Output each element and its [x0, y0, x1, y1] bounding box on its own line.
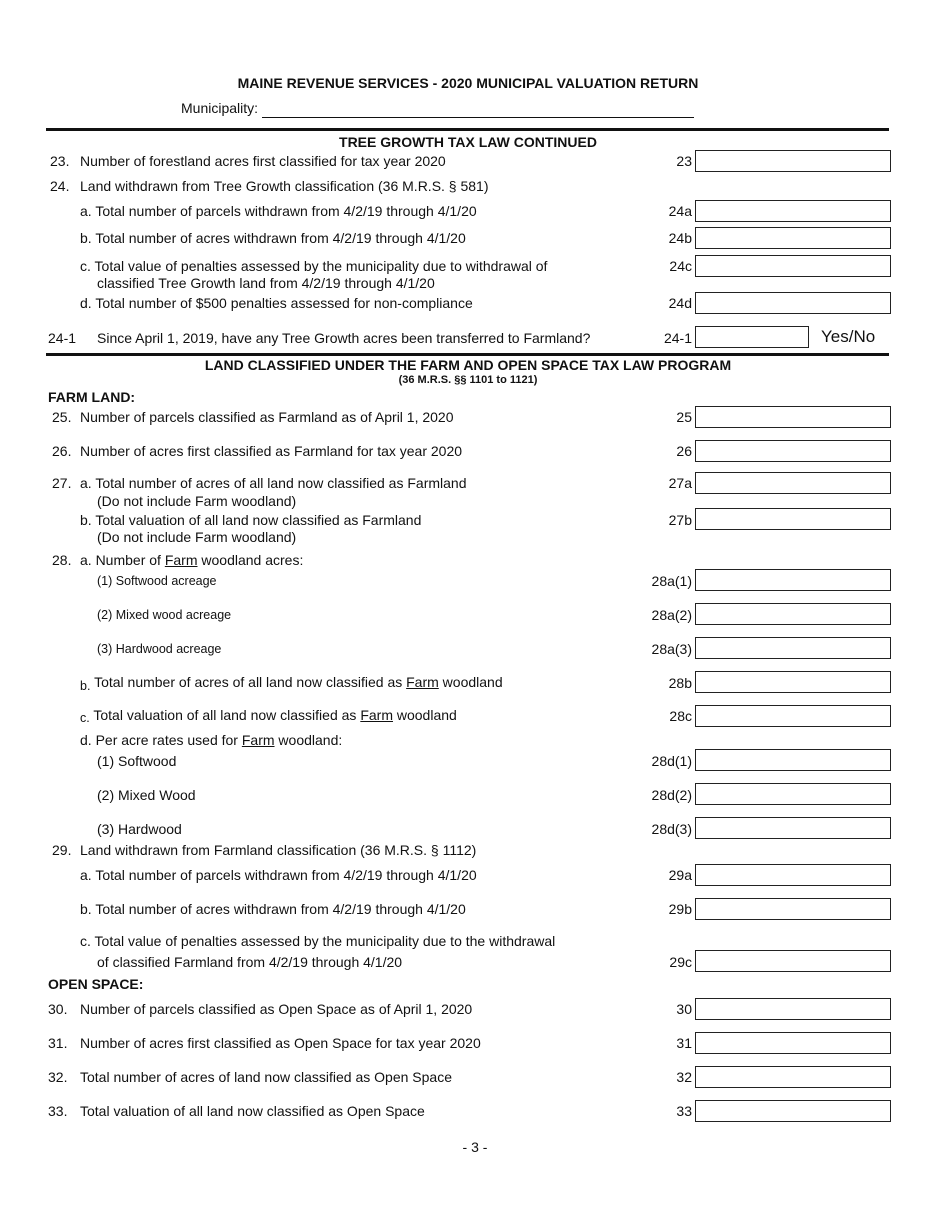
line-28d1-input[interactable] — [695, 749, 891, 771]
line-28a3-label: (3) Hardwood acreage — [97, 642, 222, 656]
line-27a-input[interactable] — [695, 472, 891, 494]
line-31-label: Number of acres first classified as Open Space for tax year 2020 — [80, 1035, 481, 1051]
line-28d-heading: d. Per acre rates used for Farm woodland: — [80, 732, 343, 748]
line-24b-input[interactable] — [695, 227, 891, 249]
line-28a3-code: 28a(3) — [651, 641, 692, 657]
line-27a-label-2: (Do not include Farm woodland) — [97, 493, 297, 509]
line-29a-input[interactable] — [695, 864, 891, 886]
yes-no-label: Yes/No — [821, 327, 876, 346]
line-28d3-input[interactable] — [695, 817, 891, 839]
line-29c-code: 29c — [669, 954, 692, 970]
line-29c-input[interactable] — [695, 950, 891, 972]
line-32-label: Total number of acres of land now classified as Open Space — [80, 1069, 452, 1085]
line-29a-code: 29a — [668, 867, 692, 883]
line-28d1-code: 28d(1) — [651, 753, 692, 769]
line-24-label: Land withdrawn from Tree Growth classification (36 M.R.S. § 581) — [80, 178, 489, 194]
line-28d3-label: (3) Hardwood — [97, 821, 182, 837]
line-28a1-label: (1) Softwood acreage — [97, 574, 217, 588]
line-28b-label: b. Total number of acres of all land now classified as Farm woodland — [80, 674, 503, 693]
line-24a-input[interactable] — [695, 200, 891, 222]
farm-open-section-subtitle: (36 M.R.S. §§ 1101 to 1121) — [398, 374, 538, 386]
line-28b-code: 28b — [668, 675, 692, 691]
line-28c-label: c. Total valuation of all land now classified as Farm woodland — [80, 707, 457, 725]
line-29b-code: 29b — [668, 901, 692, 917]
line-26-number: 26. — [52, 443, 72, 459]
line-24b-code: 24b — [668, 230, 692, 246]
line-24c-label-1: c. Total value of penalties assessed by the municipality due to withdrawal of — [80, 258, 548, 274]
line-24c-label-2: classified Tree Growth land from 4/2/19 through 4/1/20 — [97, 275, 435, 291]
municipality-field[interactable] — [262, 117, 694, 118]
line-33-code: 33 — [676, 1103, 692, 1119]
line-26-label: Number of acres first classified as Farmland for tax year 2020 — [80, 443, 463, 459]
farm-open-section-title: LAND CLASSIFIED UNDER THE FARM AND OPEN SPACE TAX LAW PROGRAM — [204, 357, 732, 373]
line-24d-label: d. Total number of $500 penalties assessed for non-compliance — [80, 295, 473, 311]
line-24b-label: b. Total number of acres withdrawn from 4/2/19 through 4/1/20 — [80, 230, 466, 246]
line-28a1-code: 28a(1) — [651, 573, 692, 589]
line-28c-code: 28c — [669, 708, 692, 724]
line-32-code: 32 — [676, 1069, 692, 1085]
line-25-input[interactable] — [695, 406, 891, 428]
line-26-input[interactable] — [695, 440, 891, 462]
line-28a2-input[interactable] — [695, 603, 891, 625]
line-28a1-input[interactable] — [695, 569, 891, 591]
line-28d1-label: (1) Softwood — [97, 753, 177, 769]
line-28a2-label: (2) Mixed wood acreage — [97, 608, 232, 622]
line-24a-label: a. Total number of parcels withdrawn from 4/2/19 through 4/1/20 — [80, 203, 477, 219]
section-divider — [46, 128, 889, 131]
line-27-number: 27. — [52, 475, 72, 491]
line-25-number: 25. — [52, 409, 72, 425]
line-29b-label: b. Total number of acres withdrawn from 4/2/19 through 4/1/20 — [80, 901, 466, 917]
line-24a-code: 24a — [668, 203, 692, 219]
line-33-label: Total valuation of all land now classified as Open Space — [80, 1103, 425, 1119]
line-30-label: Number of parcels classified as Open Space as of April 1, 2020 — [80, 1001, 473, 1017]
line-31-input[interactable] — [695, 1032, 891, 1054]
line-28c-input[interactable] — [695, 705, 891, 727]
line-30-code: 30 — [676, 1001, 692, 1017]
line-24-1-code: 24-1 — [663, 330, 692, 346]
line-24c-input[interactable] — [695, 255, 891, 277]
line-32-number: 32. — [48, 1069, 68, 1085]
line-25-code: 25 — [676, 409, 692, 425]
line-24-number: 24. — [50, 178, 70, 194]
line-27b-label-2: (Do not include Farm woodland) — [97, 529, 297, 545]
line-29c-label-2: of classified Farmland from 4/2/19 through 4/1/20 — [97, 954, 403, 970]
line-33-number: 33. — [48, 1103, 68, 1119]
line-30-number: 30. — [48, 1001, 68, 1017]
line-27b-label-1: b. Total valuation of all land now classified as Farmland — [80, 512, 422, 528]
line-28a3-input[interactable] — [695, 637, 891, 659]
line-31-number: 31. — [48, 1035, 68, 1051]
line-29-label: Land withdrawn from Farmland classification (36 M.R.S. § 1112) — [80, 842, 477, 858]
line-29-number: 29. — [52, 842, 72, 858]
page-title: MAINE REVENUE SERVICES - 2020 MUNICIPAL VALUATION RETURN — [237, 75, 699, 91]
line-23-number: 23. — [50, 153, 70, 169]
line-27a-code: 27a — [668, 475, 692, 491]
line-30-input[interactable] — [695, 998, 891, 1020]
page-number: - 3 - — [462, 1139, 488, 1155]
line-23-label: Number of forestland acres first classified for tax year 2020 — [80, 153, 446, 169]
farm-land-heading: FARM LAND: — [48, 389, 136, 405]
line-24-1-label: Since April 1, 2019, have any Tree Growth acres been transferred to Farmland? — [97, 330, 591, 346]
line-27b-input[interactable] — [695, 508, 891, 530]
line-24-1-input[interactable] — [695, 326, 809, 348]
line-24c-code: 24c — [669, 258, 692, 274]
line-28d3-code: 28d(3) — [651, 821, 692, 837]
line-28d2-input[interactable] — [695, 783, 891, 805]
line-29b-input[interactable] — [695, 898, 891, 920]
line-28d2-code: 28d(2) — [651, 787, 692, 803]
line-28d2-label: (2) Mixed Wood — [97, 787, 196, 803]
line-27a-label-1: a. Total number of acres of all land now classified as Farmland — [80, 475, 467, 491]
line-24-1-number: 24-1 — [48, 330, 77, 346]
line-33-input[interactable] — [695, 1100, 891, 1122]
municipality-label: Municipality: — [181, 100, 259, 116]
line-29a-label: a. Total number of parcels withdrawn from 4/2/19 through 4/1/20 — [80, 867, 477, 883]
line-28a-heading: a. Number of Farm woodland acres: — [80, 552, 304, 568]
line-28-number: 28. — [52, 552, 72, 568]
line-26-code: 26 — [676, 443, 692, 459]
line-28b-input[interactable] — [695, 671, 891, 693]
line-23-input[interactable] — [695, 150, 891, 172]
open-space-heading: OPEN SPACE: — [48, 976, 144, 992]
section-divider — [46, 353, 889, 356]
tree-growth-section-title: TREE GROWTH TAX LAW CONTINUED — [339, 134, 597, 150]
line-25-label: Number of parcels classified as Farmland as of April 1, 2020 — [80, 409, 454, 425]
line-29c-label-1: c. Total value of penalties assessed by the municipality due to the withdrawal — [80, 933, 556, 949]
line-23-code: 23 — [676, 153, 692, 169]
line-27b-code: 27b — [668, 512, 692, 528]
line-32-input[interactable] — [695, 1066, 891, 1088]
line-28a2-code: 28a(2) — [651, 607, 692, 623]
line-24d-input[interactable] — [695, 292, 891, 314]
line-24d-code: 24d — [668, 295, 692, 311]
line-31-code: 31 — [676, 1035, 692, 1051]
